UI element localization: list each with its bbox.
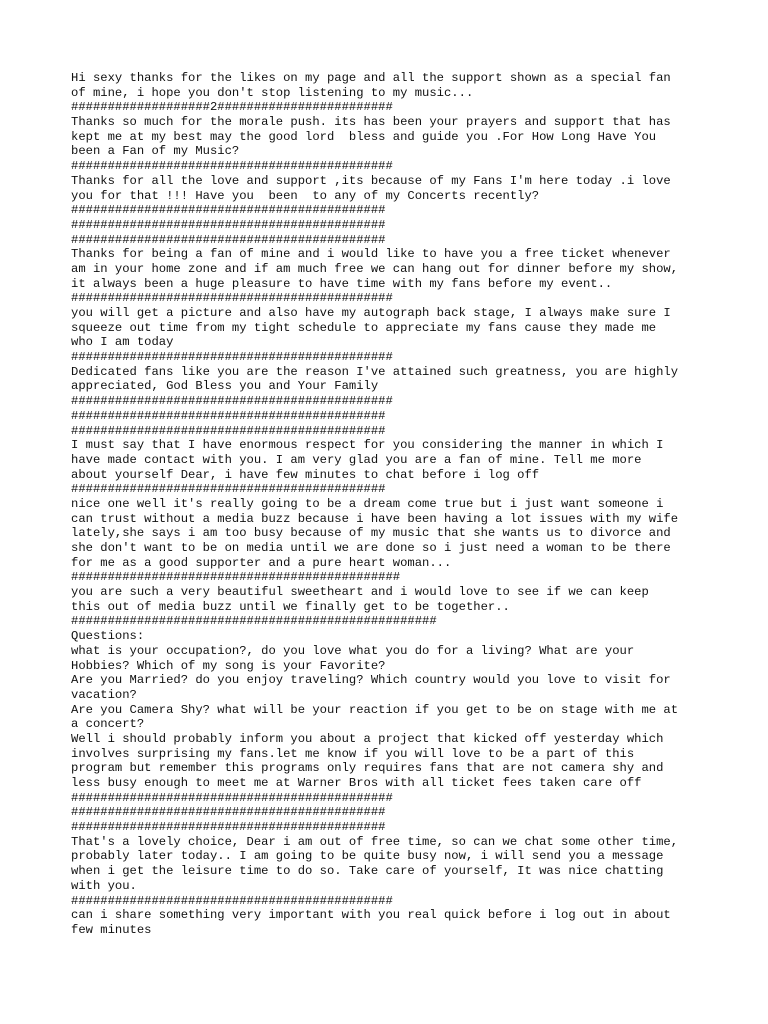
text-line: nice one well it's really going to be a dream come true but i just want someone i <box>71 496 664 511</box>
text-line: vacation? <box>71 687 137 702</box>
text-line: you are such a very beautiful sweetheart and i would love to see if we can keep <box>71 585 649 600</box>
text-line: ########################################### <box>71 805 386 820</box>
text-line: a concert? <box>71 717 145 732</box>
text-line: ############################################ <box>71 291 393 306</box>
text-line: Thanks for being a fan of mine and i would like to have you a free ticket whenever <box>71 247 671 262</box>
text-line: ########################################### <box>71 217 386 232</box>
text-line: lately,she says i am too busy because of my music that she wants us to divorce and <box>71 526 671 541</box>
text-line: Hobbies? Which of my song is your Favorite? <box>71 658 386 673</box>
text-line: ############################################ <box>71 790 393 805</box>
text-line: you will get a picture and also have my autograph back stage, I always make sure I <box>71 306 671 320</box>
text-line: for me as a good supporter and a pure heart woman... <box>71 555 452 570</box>
text-line: kept me at my best may the good lord bless and guide you .For How Long Have You <box>71 129 657 144</box>
text-line: ############################################ <box>71 159 393 174</box>
text-line: you for that !!! Have you been to any of my Concerts recently? <box>71 188 540 203</box>
text-line: ############################################# <box>71 570 401 585</box>
text-line: Thanks so much for the morale push. its has been your prayers and support that has <box>71 115 671 130</box>
text-line: ############################################ <box>71 350 393 365</box>
text-line: ################################################## <box>71 614 437 629</box>
text-line: am in your home zone and if am much free we can hang out for dinner before my show, <box>71 261 679 276</box>
text-line: about yourself Dear, i have few minutes to chat before i log off <box>71 467 540 482</box>
text-line: Are you Camera Shy? what will be your reaction if you get to be on stage with me at <box>71 702 679 717</box>
text-line: with you. <box>71 878 137 893</box>
text-line: ###################2######################## <box>71 100 393 115</box>
text-line: when i get the leisure time to do so. Take care of yourself, It was nice chatting <box>71 864 664 879</box>
text-line: involves surprising my fans.let me know if you will love to be a part of this <box>71 746 635 761</box>
text-line: ########################################### <box>71 408 386 423</box>
text-line: less busy enough to meet me at Warner Bros with all ticket fees taken care off <box>71 776 642 790</box>
text-line: can trust without a media buzz because i have been having a lot issues with my wife <box>71 511 679 526</box>
text-line: it always been a huge pleasure to have time with my fans before my event.. <box>71 276 613 291</box>
text-line: ############################################ <box>71 893 393 908</box>
text-line: appreciated, God Bless you and Your Family <box>71 379 379 394</box>
text-line: ########################################### <box>71 482 386 497</box>
text-line: I must say that I have enormous respect for you considering the manner in which I <box>71 438 664 453</box>
text-line: ############################################ <box>71 394 393 409</box>
text-line: can i share something very important with you real quick before i log out in about <box>71 908 671 923</box>
text-line: what is your occupation?, do you love what you do for a living? What are your <box>71 643 635 658</box>
text-line: program but remember this programs only requires fans that are not camera shy and <box>71 761 664 776</box>
text-line: Are you Married? do you enjoy traveling? Which country would you love to visit for <box>71 673 671 688</box>
text-line: probably later today.. I am going to be quite busy now, i will send you a message <box>71 849 664 864</box>
text-line: she don't want to be on media until we are done so i just need a woman to be there <box>71 541 671 555</box>
text-line: ########################################### <box>71 820 386 835</box>
text-line: squeeze out time from my tight schedule to appreciate my fans cause they made me <box>71 320 657 335</box>
text-line: of mine, i hope you don't stop listening to my music... <box>71 85 474 100</box>
text-line: Questions: <box>71 629 145 644</box>
document-page <box>71 71 711 938</box>
text-line: ########################################### <box>71 423 386 438</box>
text-line: That's a lovely choice, Dear i am out of free time, so can we chat some other time, <box>71 834 679 849</box>
text-line: who I am today <box>71 335 174 350</box>
text-line: ########################################### <box>71 203 386 218</box>
text-line: few minutes <box>71 922 152 937</box>
text-line: Dedicated fans like you are the reason I've attained such greatness, you are highly <box>71 364 679 379</box>
text-line: Well i should probably inform you about a project that kicked off yesterday which <box>71 731 664 746</box>
text-line: Thanks for all the love and support ,its because of my Fans I'm here today .i love <box>71 173 671 188</box>
text-line: this out of media buzz until we finally get to be together.. <box>71 599 510 614</box>
text-line: been a Fan of my Music? <box>71 144 240 159</box>
text-line: ########################################### <box>71 232 386 247</box>
text-line: Hi sexy thanks for the likes on my page and all the support shown as a special fan <box>71 71 671 85</box>
text-line: have made contact with you. I am very glad you are a fan of mine. Tell me more <box>71 452 642 467</box>
